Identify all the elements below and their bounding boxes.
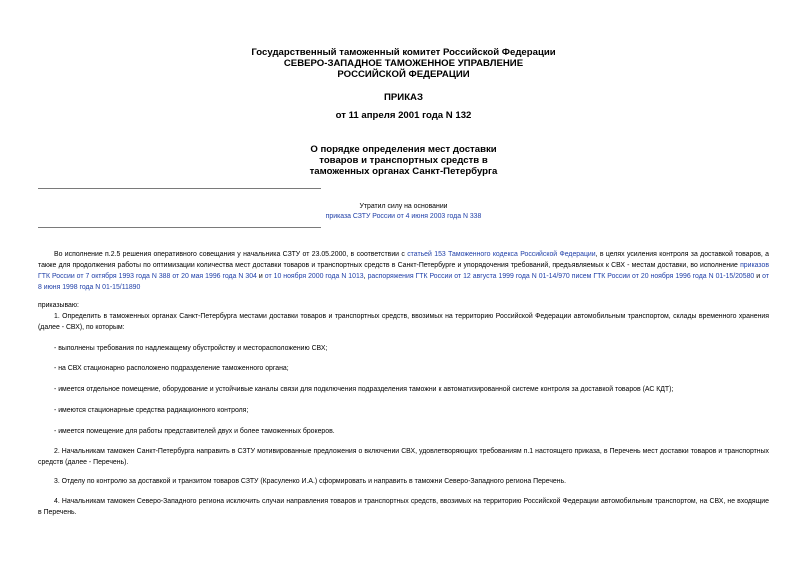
- customs-code-link[interactable]: статьей 153 Таможенного кодекса Российской Федерации: [407, 251, 596, 258]
- divider-bottom: [38, 227, 321, 228]
- list-item: - имеется помещение для работы представителей двух и более таможенных брокеров.: [54, 428, 335, 435]
- doc-title-line-2: товаров и транспортных средств в: [319, 155, 488, 166]
- issuer-line-1: Государственный таможенный комитет Российской Федерации: [251, 47, 556, 58]
- directive-970-link[interactable]: распоряжения ГТК России от 12 августа 1999 года N 01-14/970: [367, 273, 570, 280]
- letter-20580-link[interactable]: писем ГТК России от 20 ноября 1996 года N 01-15/20580: [571, 273, 755, 280]
- list-item: - выполнены требования по надлежащему обустройству и месторасположению СВХ;: [54, 345, 328, 352]
- status-link[interactable]: приказа СЗТУ России от 4 июня 2003 года N 338: [325, 213, 482, 220]
- doc-date-number: от 11 апреля 2001 года N 132: [335, 110, 472, 121]
- doc-title-line-3: таможенных органах Санкт-Петербурга: [309, 166, 498, 177]
- order-304-link[interactable]: от 20 мая 1996 года N 304: [172, 273, 257, 280]
- divider-top: [38, 188, 321, 189]
- intro-text-4: и: [256, 273, 265, 280]
- intro-paragraph: [38, 249, 769, 293]
- paragraph-3: 3. Отделу по контролю за доставкой и транзитом товаров СЗТУ (Красуленко И.А.) сформировать и направить в таможни Северо-Западного региона Перечень.: [54, 478, 567, 485]
- doc-type: ПРИКАЗ: [384, 92, 423, 103]
- order-388-link[interactable]: приказов ГТК России от 7 октября 1993 года N 388: [38, 262, 769, 280]
- paragraph-1: 1. Определить в таможенных органах Санкт-Петербурга местами доставки товаров и транспортных средств, ввозимых на территорию Российской Федерации автомобильным транспортом, склады временного хранения (далее - СВХ), по которым:: [38, 313, 769, 331]
- letter-11890-link[interactable]: от 8 июня 1998 года N 01-15/11890: [38, 273, 769, 291]
- doc-title-line-1: О порядке определения мест доставки: [310, 144, 497, 155]
- intro-text-5: ,: [363, 273, 368, 280]
- intro-text-7: и: [754, 273, 763, 280]
- issuer-line-2: СЕВЕРО-ЗАПАДНОЕ ТАМОЖЕННОЕ УПРАВЛЕНИЕ: [283, 58, 524, 69]
- intro-text-1: Во исполнение п.2.5 решения оперативного совещания у начальника СЗТУ от 23.05.2000, в соответствии с: [54, 251, 408, 258]
- list-item: - на СВХ стационарно расположено подразделение таможенного органа;: [54, 365, 289, 372]
- status-note: Утратил силу на основании: [359, 203, 448, 210]
- issuer-line-3: РОССИЙСКОЙ ФЕДЕРАЦИИ: [337, 69, 470, 80]
- paragraph-2: 2. Начальникам таможен Санкт-Петербурга направить в СЗТУ мотивированные предложения о включении СВХ, удовлетворяющих требованиям п.1 настоящего приказа, в Перечень мест доставки товаров и транспортных средств (далее - Перечень).: [38, 448, 769, 466]
- status-link-line: [0, 212, 807, 221]
- intro-text-2: , в целях усиления контроля за доставкой товаров, а также для продолжения работы по оптимизации количества мест доставки товаров и транспортных средств в Санкт-Петербурге и упорядочения требований, предъявляемых к СВХ - местам доставки, во исполнение: [38, 251, 769, 269]
- paragraph-4: 4. Начальникам таможен Северо-Западного региона исключить случаи направления товаров и транспортных средств, ввозимых на территорию Российской Федерации автомобильным транспортом, на СВХ, не входящие в Перечень.: [38, 498, 769, 516]
- order-1013-link[interactable]: от 10 ноября 2000 года N 1013: [264, 273, 364, 280]
- order-word: приказываю:: [38, 302, 79, 309]
- list-item: - имеется отдельное помещение, оборудование и устойчивые каналы связи для подключения подразделения таможни к автоматизированной системе контроля за доставкой товаров (АС КДТ);: [54, 386, 674, 393]
- list-item: - имеются стационарные средства радиационного контроля;: [54, 407, 249, 414]
